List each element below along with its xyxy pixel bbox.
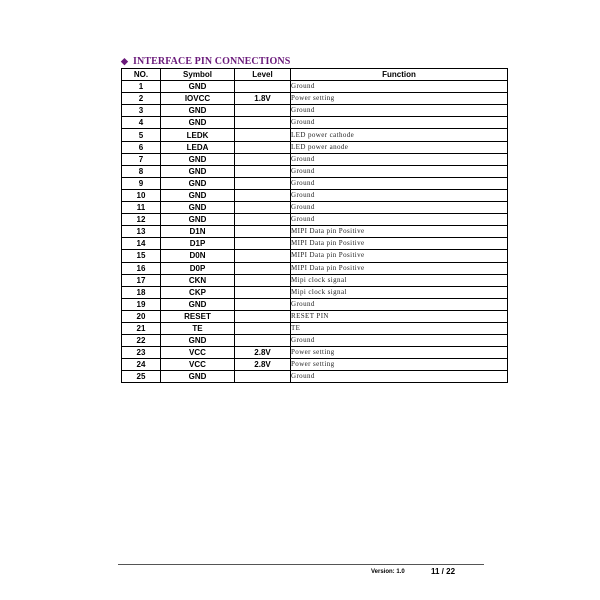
cell-level bbox=[235, 298, 291, 310]
cell-symbol: RESET bbox=[161, 310, 235, 322]
table-row bbox=[122, 286, 508, 298]
table-row bbox=[122, 214, 508, 226]
table-row bbox=[122, 141, 508, 153]
header-level: Level bbox=[235, 69, 291, 81]
section-title-text: INTERFACE PIN CONNECTIONS bbox=[133, 56, 291, 67]
cell-no: 22 bbox=[122, 335, 161, 347]
table-row bbox=[122, 371, 508, 383]
table-row bbox=[122, 81, 508, 93]
cell-no: 24 bbox=[122, 359, 161, 371]
cell-function: Mipi clock signal bbox=[291, 274, 508, 286]
cell-no: 3 bbox=[122, 105, 161, 117]
cell-function: Ground bbox=[291, 371, 508, 383]
cell-level bbox=[235, 202, 291, 214]
table-row bbox=[122, 117, 508, 129]
cell-level bbox=[235, 238, 291, 250]
cell-level bbox=[235, 105, 291, 117]
cell-level: 2.8V bbox=[235, 347, 291, 359]
cell-level bbox=[235, 141, 291, 153]
cell-function: Mipi clock signal bbox=[291, 286, 508, 298]
cell-level bbox=[235, 286, 291, 298]
diamond-bullet-icon: ◆ bbox=[121, 56, 129, 66]
cell-level bbox=[235, 250, 291, 262]
cell-no: 16 bbox=[122, 262, 161, 274]
cell-symbol: GND bbox=[161, 153, 235, 165]
table-row bbox=[122, 262, 508, 274]
cell-level bbox=[235, 371, 291, 383]
cell-level bbox=[235, 214, 291, 226]
cell-function: LED power anode bbox=[291, 141, 508, 153]
cell-symbol: CKP bbox=[161, 286, 235, 298]
cell-function: MIPI Data pin Positive bbox=[291, 262, 508, 274]
cell-no: 9 bbox=[122, 177, 161, 189]
cell-no: 2 bbox=[122, 93, 161, 105]
cell-function: RESET PIN bbox=[291, 310, 508, 322]
cell-no: 6 bbox=[122, 141, 161, 153]
cell-no: 8 bbox=[122, 165, 161, 177]
cell-symbol: IOVCC bbox=[161, 93, 235, 105]
footer-page-number: 11 / 22 bbox=[431, 567, 456, 576]
cell-function: Ground bbox=[291, 189, 508, 201]
cell-symbol: D0N bbox=[161, 250, 235, 262]
table-row bbox=[122, 153, 508, 165]
cell-level bbox=[235, 81, 291, 93]
cell-symbol: CKN bbox=[161, 274, 235, 286]
cell-level: 1.8V bbox=[235, 93, 291, 105]
table-row bbox=[122, 177, 508, 189]
cell-symbol: GND bbox=[161, 165, 235, 177]
cell-no: 14 bbox=[122, 238, 161, 250]
cell-function: Ground bbox=[291, 177, 508, 189]
cell-function: Ground bbox=[291, 202, 508, 214]
table-row bbox=[122, 189, 508, 201]
cell-level bbox=[235, 310, 291, 322]
table-row bbox=[122, 202, 508, 214]
cell-no: 17 bbox=[122, 274, 161, 286]
table-row bbox=[122, 93, 508, 105]
cell-symbol: GND bbox=[161, 177, 235, 189]
cell-no: 10 bbox=[122, 189, 161, 201]
cell-no: 18 bbox=[122, 286, 161, 298]
cell-level bbox=[235, 274, 291, 286]
cell-level bbox=[235, 129, 291, 141]
table-row bbox=[122, 250, 508, 262]
cell-symbol: VCC bbox=[161, 359, 235, 371]
cell-level bbox=[235, 335, 291, 347]
cell-function: Ground bbox=[291, 117, 508, 129]
cell-function: Ground bbox=[291, 165, 508, 177]
header-function: Function bbox=[291, 69, 508, 81]
table-row bbox=[122, 238, 508, 250]
cell-no: 19 bbox=[122, 298, 161, 310]
table-row bbox=[122, 274, 508, 286]
cell-no: 20 bbox=[122, 310, 161, 322]
cell-symbol: GND bbox=[161, 81, 235, 93]
cell-level bbox=[235, 189, 291, 201]
cell-symbol: D1N bbox=[161, 226, 235, 238]
table-row bbox=[122, 298, 508, 310]
cell-function: Ground bbox=[291, 298, 508, 310]
cell-symbol: GND bbox=[161, 117, 235, 129]
pin-table-body bbox=[122, 81, 508, 383]
cell-symbol: VCC bbox=[161, 347, 235, 359]
table-row bbox=[122, 310, 508, 322]
cell-symbol: LEDK bbox=[161, 129, 235, 141]
cell-function: MIPI Data pin Positive bbox=[291, 250, 508, 262]
cell-symbol: GND bbox=[161, 214, 235, 226]
cell-symbol: D1P bbox=[161, 238, 235, 250]
cell-symbol: GND bbox=[161, 202, 235, 214]
cell-level bbox=[235, 177, 291, 189]
cell-function: LED power cathode bbox=[291, 129, 508, 141]
table-row bbox=[122, 359, 508, 371]
cell-function: Ground bbox=[291, 105, 508, 117]
cell-function: Ground bbox=[291, 335, 508, 347]
cell-function: Power setting bbox=[291, 359, 508, 371]
cell-symbol: GND bbox=[161, 371, 235, 383]
cell-level bbox=[235, 153, 291, 165]
cell-level bbox=[235, 322, 291, 334]
cell-symbol: GND bbox=[161, 189, 235, 201]
section-title bbox=[121, 56, 290, 67]
table-row bbox=[122, 335, 508, 347]
cell-function: Power setting bbox=[291, 347, 508, 359]
table-row bbox=[122, 347, 508, 359]
cell-symbol: TE bbox=[161, 322, 235, 334]
cell-level bbox=[235, 262, 291, 274]
pin-table bbox=[121, 68, 508, 383]
cell-no: 25 bbox=[122, 371, 161, 383]
cell-symbol: GND bbox=[161, 298, 235, 310]
table-row bbox=[122, 129, 508, 141]
table-header-row bbox=[122, 69, 508, 81]
cell-no: 11 bbox=[122, 202, 161, 214]
cell-function: TE bbox=[291, 322, 508, 334]
cell-no: 15 bbox=[122, 250, 161, 262]
cell-level: 2.8V bbox=[235, 359, 291, 371]
cell-no: 12 bbox=[122, 214, 161, 226]
table-row bbox=[122, 105, 508, 117]
cell-no: 1 bbox=[122, 81, 161, 93]
cell-function: Power setting bbox=[291, 93, 508, 105]
cell-function: Ground bbox=[291, 214, 508, 226]
table-row bbox=[122, 322, 508, 334]
footer-divider bbox=[118, 564, 484, 565]
cell-symbol: GND bbox=[161, 105, 235, 117]
cell-symbol: D0P bbox=[161, 262, 235, 274]
cell-level bbox=[235, 117, 291, 129]
header-no: NO. bbox=[122, 69, 161, 81]
header-symbol: Symbol bbox=[161, 69, 235, 81]
cell-symbol: GND bbox=[161, 335, 235, 347]
cell-level bbox=[235, 165, 291, 177]
footer-version: Version: 1.0 bbox=[371, 569, 405, 575]
table-row bbox=[122, 165, 508, 177]
cell-function: MIPI Data pin Positive bbox=[291, 226, 508, 238]
cell-function: Ground bbox=[291, 153, 508, 165]
cell-function: MIPI Data pin Positive bbox=[291, 238, 508, 250]
cell-no: 21 bbox=[122, 322, 161, 334]
cell-level bbox=[235, 226, 291, 238]
cell-no: 13 bbox=[122, 226, 161, 238]
cell-function: Ground bbox=[291, 81, 508, 93]
cell-no: 4 bbox=[122, 117, 161, 129]
cell-no: 23 bbox=[122, 347, 161, 359]
cell-symbol: LEDA bbox=[161, 141, 235, 153]
cell-no: 7 bbox=[122, 153, 161, 165]
cell-no: 5 bbox=[122, 129, 161, 141]
table-row bbox=[122, 226, 508, 238]
